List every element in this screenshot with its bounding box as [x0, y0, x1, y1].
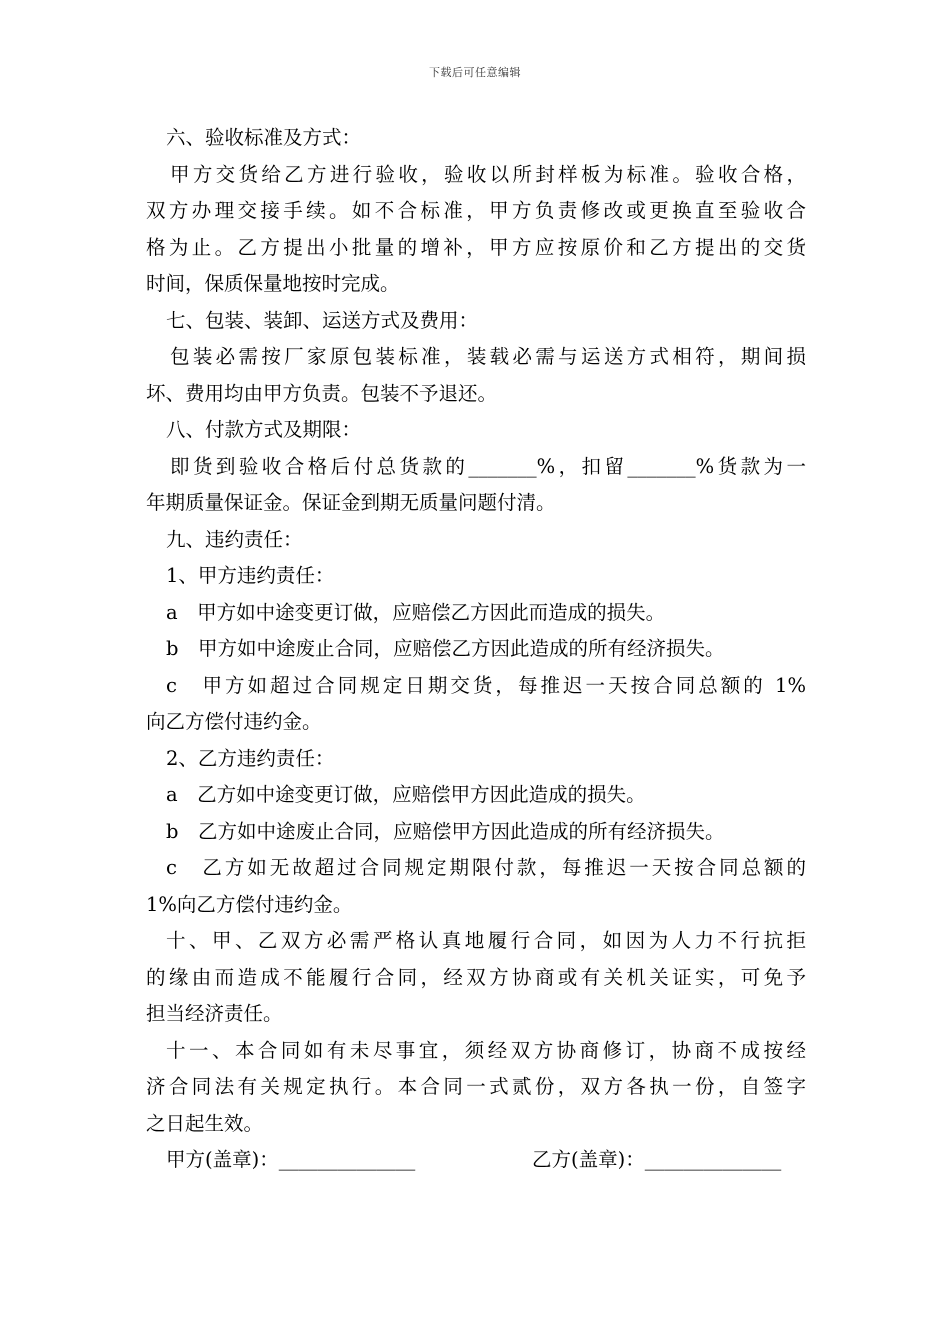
list-item: c 乙方如无故超过合同规定期限付款，每推迟一天按合同总额的 — [166, 856, 806, 879]
section-heading: 七、包装、装卸、运送方式及费用： — [166, 308, 479, 332]
section-heading: 六、验收标准及方式： — [166, 126, 362, 149]
list-item: b 乙方如中途废止合同，应赔偿甲方因此造成的所有经济损失。 — [166, 819, 725, 843]
paragraph-line: 向乙方偿付违约金。 — [146, 710, 322, 733]
paragraph-line: 1%向乙方偿付违约金。 — [146, 892, 353, 916]
paragraph-line: 坏、费用均由甲方负责。包装不予退还。 — [146, 381, 498, 405]
paragraph-line: 甲方交货给乙方进行验收，验收以所封样板为标准。验收合格， — [170, 162, 806, 186]
list-item: a 乙方如中途变更订做，应赔偿甲方因此造成的损失。 — [166, 783, 646, 806]
subsection-heading: 1、甲方违约责任： — [166, 564, 335, 587]
subsection-heading: 2、乙方违约责任： — [166, 746, 335, 770]
signature-row — [146, 1142, 806, 1179]
party-a-signature: 甲方(盖章)：______________ — [166, 1148, 416, 1171]
list-item: c 甲方如超过合同规定日期交货，每推迟一天按合同总额的 1% — [166, 673, 806, 697]
paragraph-line: 时间，保质保量地按时完成。 — [146, 272, 400, 295]
paragraph-line: 双方办理交接手续。如不合标准，甲方负责修改或更换直至验收合 — [146, 199, 806, 222]
list-item: a 甲方如中途变更订做，应赔偿乙方因此而造成的损失。 — [166, 600, 666, 624]
paragraph-line: 包装必需按厂家原包装标准，装载必需与运送方式相符，期间损 — [170, 345, 806, 368]
paragraph-line: 担当经济责任。 — [146, 1002, 283, 1025]
paragraph-line: 济合同法有关规定执行。本合同一式贰份，双方各执一份，自签字 — [146, 1075, 806, 1098]
contract-body — [146, 120, 806, 1179]
section-heading: 八、付款方式及期限： — [166, 418, 362, 441]
paragraph-line: 十、甲、乙双方必需严格认真地履行合同，如因为人力不行抗拒 — [166, 929, 806, 952]
paragraph-line: 的缘由而造成不能履行合同，经双方协商或有关机关证实，可免予 — [146, 965, 806, 989]
paragraph-line: 即货到验收合格后付总货款的_______%，扣留_______%货款为一 — [170, 454, 806, 478]
party-b-signature: 乙方(盖章)：______________ — [532, 1148, 782, 1171]
paragraph-line: 格为止。乙方提出小批量的增补，甲方应按原价和乙方提出的交货 — [146, 235, 806, 259]
page-header: 下载后可任意编辑 — [429, 66, 521, 79]
paragraph-line: 年期质量保证金。保证金到期无质量问题付清。 — [146, 491, 556, 514]
section-heading: 九、违约责任： — [166, 527, 303, 551]
paragraph-line: 十一、本合同如有未尽事宜，须经双方协商修订，协商不成按经 — [166, 1038, 806, 1062]
paragraph-line: 之日起生效。 — [146, 1111, 264, 1135]
list-item: b 甲方如中途废止合同，应赔偿乙方因此造成的所有经济损失。 — [166, 637, 725, 660]
